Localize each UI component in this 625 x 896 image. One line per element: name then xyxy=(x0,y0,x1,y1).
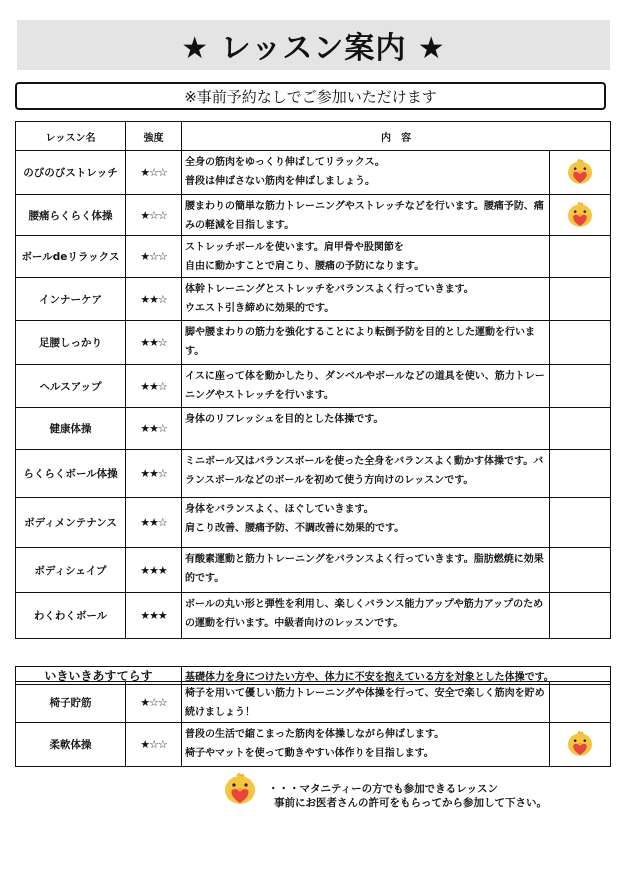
lesson-description: ボールの丸い形と弾性を利用し、楽しくバランス能力アップや筋力アップのための運動を行います。中級者向けのレッスンです。 xyxy=(182,593,550,639)
icon-cell xyxy=(550,548,611,593)
lesson-name: ボールdeリラックス xyxy=(16,236,126,278)
intensity-stars: ★☆☆ xyxy=(126,682,182,723)
maternity-note-line1: ・・・マタニティーの方でも参加できるレッスン xyxy=(268,783,499,795)
lesson-description: イスに座って体を動かしたり、ダンベルやボールなどの道具を使い、筋力トレーニングやストレッチを行います。 xyxy=(182,365,550,408)
lesson-name: 椅子貯筋 xyxy=(16,682,126,723)
icon-cell xyxy=(550,498,611,548)
intensity-stars: ★★★ xyxy=(126,548,182,593)
chick-heart-icon xyxy=(564,198,596,233)
intensity-stars: ★★☆ xyxy=(126,498,182,548)
intensity-stars: ★★☆ xyxy=(126,365,182,408)
lesson-name: ボディシェイプ xyxy=(16,548,126,593)
lesson-description: ミニボール又はバランスボールを使った全身をバランスよく動かす体操です。バランスボールなどのボールを初めて使う方向けのレッスンです。 xyxy=(182,450,550,498)
icon-cell xyxy=(550,593,611,639)
intensity-stars: ★★☆ xyxy=(126,450,182,498)
intensity-stars: ★☆☆ xyxy=(126,151,182,195)
lesson-name: 柔軟体操 xyxy=(16,723,126,767)
lesson-description: 椅子を用いて優しい筋力トレーニングや体操を行って、安全で楽しく筋肉を貯め続けましょう！ xyxy=(182,682,550,723)
lesson-row xyxy=(16,548,611,593)
icon-cell xyxy=(550,321,611,365)
lesson-name: らくらくボール体操 xyxy=(16,450,126,498)
lesson-name: ヘルスアップ xyxy=(16,365,126,408)
header-intensity: 強度 xyxy=(126,122,182,151)
icon-cell xyxy=(550,195,611,236)
icon-cell xyxy=(550,151,611,195)
lesson-row xyxy=(16,365,611,408)
page-title: ★ レッスン案内 ★ xyxy=(181,31,446,66)
icon-cell xyxy=(550,365,611,408)
header-lesson-name: レッスン名 xyxy=(16,122,126,151)
lesson-description: 体幹トレーニングとストレッチをバランスよく行っていきます。 ウエスト引き締めに効果的です。 xyxy=(182,278,550,321)
lesson-row xyxy=(16,151,611,195)
lesson-name: 健康体操 xyxy=(16,408,126,450)
lesson-name: 足腰しっかり xyxy=(16,321,126,365)
table-header-row xyxy=(16,122,611,151)
lesson-row xyxy=(16,195,611,236)
lesson-row xyxy=(16,593,611,639)
maternity-note-line2: 事前にお医者さんの許可をもらってから参加して下さい。 xyxy=(274,797,547,809)
icon-cell xyxy=(550,682,611,723)
ikiiki-title: いきいきあすてらす xyxy=(16,667,182,685)
intensity-stars: ★★☆ xyxy=(126,278,182,321)
lesson-description: 身体をバランスよく、ほぐしていきます。 肩こり改善、腰痛予防、不調改善に効果的です。 xyxy=(182,498,550,548)
title-bar xyxy=(17,20,610,70)
ikiiki-lesson-table xyxy=(15,681,611,767)
header-content: 内 容 xyxy=(182,122,611,151)
maternity-note xyxy=(220,768,547,812)
lesson-row xyxy=(16,278,611,321)
lesson-description: 脚や腰まわりの筋力を強化することにより転倒予防を目的とした運動を行います。 xyxy=(182,321,550,365)
chick-heart-icon xyxy=(220,768,260,812)
lesson-name: わくわくボール xyxy=(16,593,126,639)
intensity-stars: ★☆☆ xyxy=(126,195,182,236)
lesson-row xyxy=(16,450,611,498)
lesson-row xyxy=(16,408,611,450)
icon-cell xyxy=(550,450,611,498)
lesson-description: ストレッチボールを使います。肩甲骨や股関節を 自由に動かすことで肩こり、腰痛の予防になります。 xyxy=(182,236,550,278)
chick-heart-icon xyxy=(564,155,596,190)
icon-cell xyxy=(550,723,611,767)
lesson-row xyxy=(16,723,611,767)
lesson-row xyxy=(16,498,611,548)
lesson-description: 全身の筋肉をゆっくり伸ばしてリラックス。 普段は伸ばさない筋肉を伸ばしましょう。 xyxy=(182,151,550,195)
lesson-name: のびのびストレッチ xyxy=(16,151,126,195)
intensity-stars: ★☆☆ xyxy=(126,723,182,767)
lesson-description: 普段の生活で縮こまった筋肉を体操しながら伸ばします。 椅子やマットを使って動きやすい体作りを目指します。 xyxy=(182,723,550,767)
lesson-row xyxy=(16,236,611,278)
lesson-name: 腰痛らくらく体操 xyxy=(16,195,126,236)
lesson-description: 身体のリフレッシュを目的とした体操です。 xyxy=(182,408,550,450)
intensity-stars: ★★☆ xyxy=(126,321,182,365)
lesson-name: インナーケア xyxy=(16,278,126,321)
icon-cell xyxy=(550,236,611,278)
chick-heart-icon xyxy=(564,727,596,762)
lesson-name: ボディメンテナンス xyxy=(16,498,126,548)
intensity-stars: ★★★ xyxy=(126,593,182,639)
ikiiki-description: 基礎体力を身につけたい方や、体力に不安を抱えている方を対象とした体操です。 xyxy=(182,667,611,685)
icon-cell xyxy=(550,278,611,321)
icon-cell xyxy=(550,408,611,450)
intensity-stars: ★★☆ xyxy=(126,408,182,450)
lesson-description: 有酸素運動と筋力トレーニングをバランスよく行っていきます。脂肪燃焼に効果的です。 xyxy=(182,548,550,593)
lesson-table xyxy=(15,121,611,639)
lesson-row xyxy=(16,321,611,365)
reservation-notice: ※事前予約なしでご参加いただけます xyxy=(15,82,606,110)
lesson-description: 腰まわりの簡単な筋力トレーニングやストレッチなどを行います。腰痛予防、痛みの軽減を目指します。 xyxy=(182,195,550,236)
intensity-stars: ★☆☆ xyxy=(126,236,182,278)
lesson-row xyxy=(16,682,611,723)
